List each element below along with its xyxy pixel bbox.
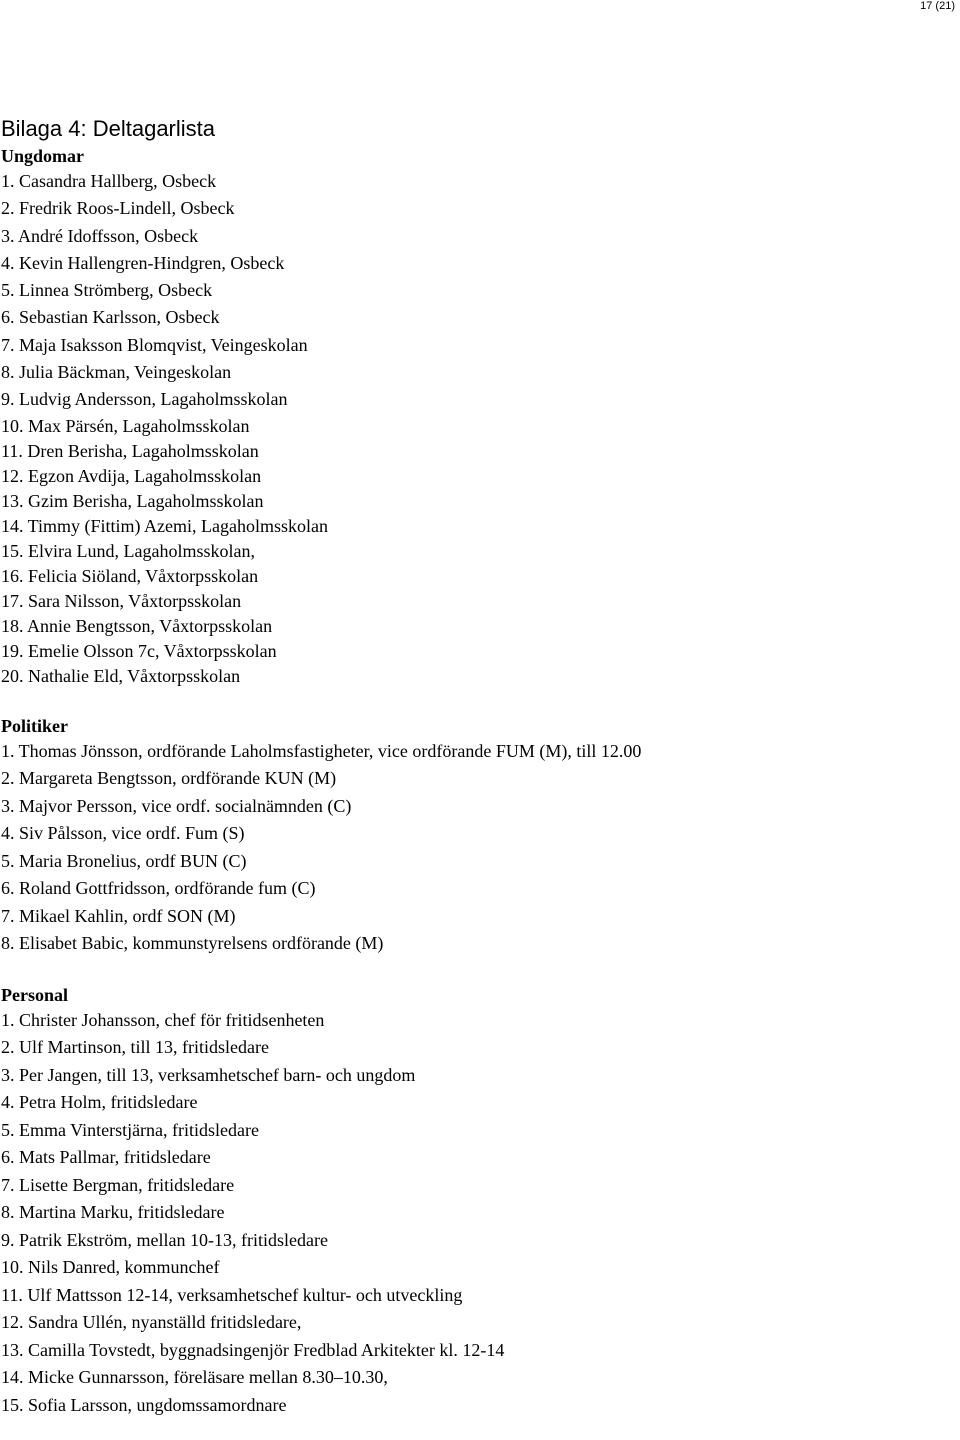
- section-heading-politiker: Politiker: [1, 715, 68, 736]
- list-item: 7. Lisette Bergman, fritidsledare: [1, 1174, 235, 1195]
- list-item: 19. Emelie Olsson 7c, Våxtorpsskolan: [1, 640, 277, 661]
- list-item: 2. Ulf Martinson, till 13, fritidsledare: [1, 1037, 269, 1058]
- list-item: 1. Thomas Jönsson, ordförande Laholmsfastigheter, vice ordförande FUM (M), till 12.00: [1, 740, 642, 761]
- list-item: 2. Fredrik Roos-Lindell, Osbeck: [1, 198, 235, 219]
- list-item: 20. Nathalie Eld, Våxtorpsskolan: [1, 665, 241, 686]
- list-item: 11. Ulf Mattsson 12-14, verksamhetschef kultur- och utveckling: [1, 1284, 463, 1305]
- list-item: 13. Camilla Tovstedt, byggnadsingenjör Fredblad Arkitekter kl. 12-14: [1, 1339, 505, 1360]
- participant-list-ungdomar: [1, 168, 951, 689]
- list-item: 5. Emma Vinterstjärna, fritidsledare: [1, 1119, 260, 1140]
- list-item: 3. Majvor Persson, vice ordf. socialnämnden (C): [1, 795, 352, 816]
- section-spacer: [1, 689, 951, 714]
- participant-list-politiker: [1, 738, 951, 958]
- list-item: 12. Egzon Avdija, Lagaholmsskolan: [1, 465, 262, 486]
- list-item: 8. Martina Marku, fritidsledare: [1, 1202, 225, 1223]
- list-item: 8. Elisabet Babic, kommunstyrelsens ordförande (M): [1, 933, 384, 954]
- list-item: 3. André Idoffsson, Osbeck: [1, 225, 199, 246]
- page-title: Bilaga 4: Deltagarlista: [1, 116, 216, 141]
- list-item: 7. Mikael Kahlin, ordf SON (M): [1, 905, 236, 926]
- list-item: 7. Maja Isaksson Blomqvist, Veingeskolan: [1, 334, 308, 355]
- list-item: 17. Sara Nilsson, Våxtorpsskolan: [1, 590, 242, 611]
- list-item: 14. Timmy (Fittim) Azemi, Lagaholmsskolan: [1, 515, 329, 536]
- list-item: 4. Siv Pålsson, vice ordf. Fum (S): [1, 823, 245, 844]
- list-item: 12. Sandra Ullén, nyanställd fritidsledare,: [1, 1312, 302, 1333]
- list-item: 8. Julia Bäckman, Veingeskolan: [1, 362, 232, 383]
- list-item: 10. Max Pärsén, Lagaholmsskolan: [1, 415, 250, 436]
- list-item: 6. Mats Pallmar, fritidsledare: [1, 1147, 211, 1168]
- list-item: 1. Christer Johansson, chef för fritidsenheten: [1, 1009, 325, 1030]
- list-item: 11. Dren Berisha, Lagaholmsskolan: [1, 440, 259, 461]
- list-item: 15. Elvira Lund, Lagaholmsskolan,: [1, 540, 255, 561]
- section-spacer: [1, 958, 951, 983]
- section-heading-ungdomar: Ungdomar: [1, 146, 85, 166]
- list-item: 16. Felicia Siöland, Våxtorpsskolan: [1, 565, 259, 586]
- list-item: 4. Petra Holm, fritidsledare: [1, 1092, 198, 1113]
- list-item: 5. Linnea Strömberg, Osbeck: [1, 280, 213, 301]
- list-item: 6. Roland Gottfridsson, ordförande fum (C): [1, 878, 316, 899]
- list-item: 14. Micke Gunnarsson, föreläsare mellan 8.30–10.30,: [1, 1367, 388, 1388]
- list-item: 9. Ludvig Andersson, Lagaholmsskolan: [1, 389, 288, 410]
- list-item: 2. Margareta Bengtsson, ordförande KUN (M): [1, 768, 337, 789]
- document-body: [1, 115, 951, 1419]
- page-number: 17 (21): [920, 0, 955, 12]
- list-item: 4. Kevin Hallengren-Hindgren, Osbeck: [1, 252, 285, 273]
- list-item: 10. Nils Danred, kommunchef: [1, 1257, 220, 1278]
- list-item: 9. Patrik Ekström, mellan 10-13, fritidsledare: [1, 1229, 328, 1250]
- list-item: 1. Casandra Hallberg, Osbeck: [1, 171, 217, 191]
- list-item: 6. Sebastian Karlsson, Osbeck: [1, 307, 220, 328]
- list-item: 5. Maria Bronelius, ordf BUN (C): [1, 850, 247, 871]
- list-item: 18. Annie Bengtsson, Våxtorpsskolan: [1, 615, 273, 636]
- list-item: 13. Gzim Berisha, Lagaholmsskolan: [1, 490, 264, 511]
- participant-list-personal: [1, 1007, 951, 1420]
- list-item: 3. Per Jangen, till 13, verksamhetschef barn- och ungdom: [1, 1064, 416, 1085]
- list-item: 15. Sofia Larsson, ungdomssamordnare: [1, 1394, 287, 1415]
- section-heading-personal: Personal: [1, 984, 68, 1005]
